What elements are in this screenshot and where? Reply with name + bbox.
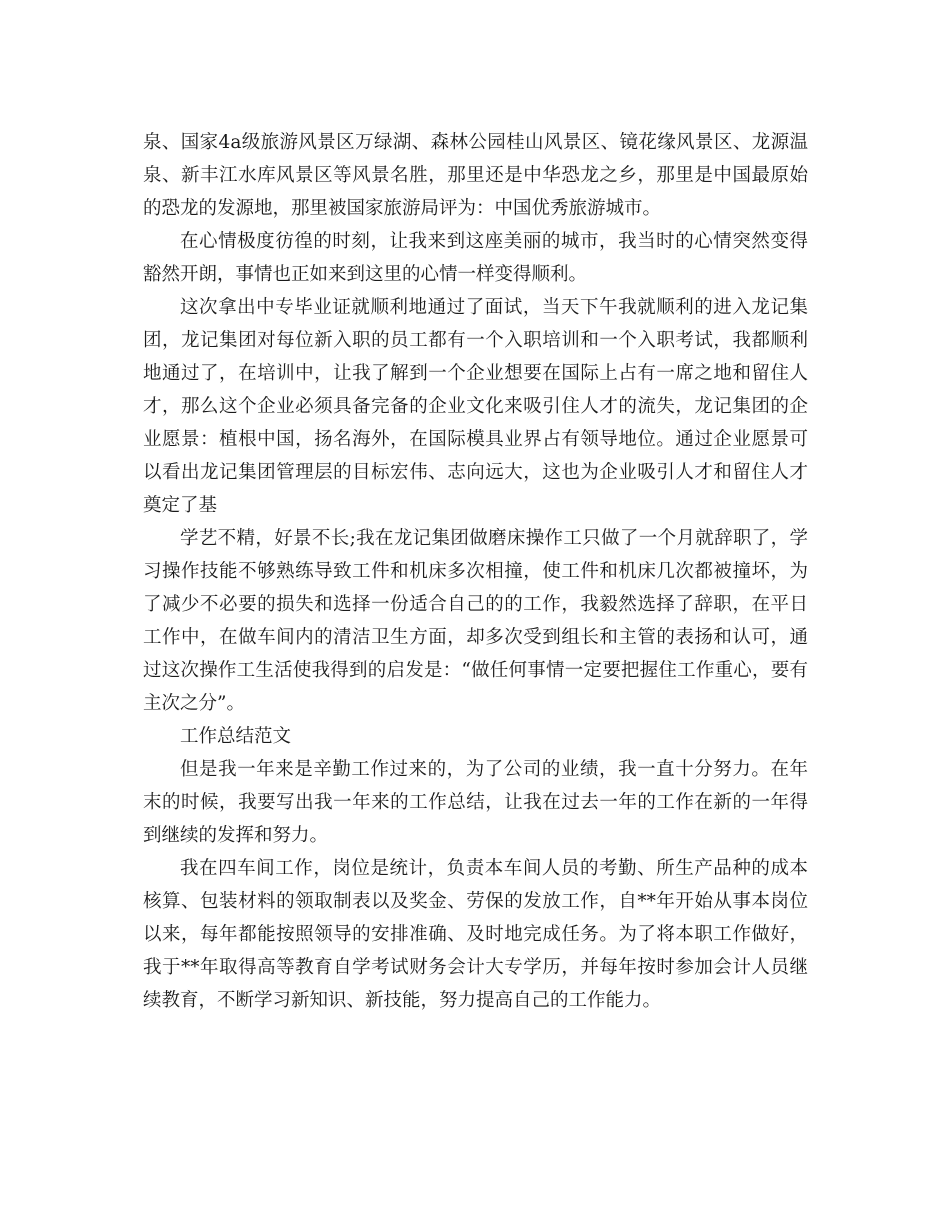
paragraph-3: 这次拿出中专毕业证就顺利地通过了面试，当天下午我就顺利的进入龙记集团，龙记集团对每位新入职的员工都有一个入职培训和一个入职考试，我都顺利地通过了，在培训中，让我了解到一个企业想要在国际上占有一席之地和留住人才，那么这个企业必须具备完备的企业文化来吸引住人才的流失，龙记集团的企业愿景：植根中国，扬名海外，在国际模具业界占有领导地位。通过企业愿景可以看出龙记集团管理层的目标宏伟、志向远大，这也为企业吸引人才和留住人才奠定了基 [143, 297, 808, 516]
document-body [143, 126, 808, 1017]
paragraph-2: 在心情极度彷徨的时刻，让我来到这座美丽的城市，我当时的心情突然变得豁然开朗，事情也正如来到这里的心情一样变得顺利。 [143, 231, 808, 285]
section-heading: 工作总结范文 [180, 726, 292, 747]
paragraph-4: 学艺不精，好景不长;我在龙记集团做磨床操作工只做了一个月就辞职了，学习操作技能不够熟练导致工件和机床多次相撞，使工件和机床几次都被撞坏，为了减少不必要的损失和选择一份适合自己的的工作，我毅然选择了辞职，在平日工作中，在做车间内的清洁卫生方面，却多次受到组长和主管的表扬和认可，通过这次操作工生活使我得到的启发是：“做任何事情一定要把握住工作重心，要有主次之分”。 [143, 528, 808, 714]
paragraph-1: 泉、国家4a级旅游风景区万绿湖、森林公园桂山风景区、镜花缘风景区、龙源温泉、新丰江水库风景区等风景名胜，那里还是中华恐龙之乡，那里是中国最原始的恐龙的发源地，那里被国家旅游局评为：中国优秀旅游城市。 [143, 132, 808, 219]
paragraph-6: 我在四车间工作，岗位是统计，负责本车间人员的考勤、所生产品种的成本核算、包装材料的领取制表以及奖金、劳保的发放工作，自**年开始从事本岗位以来，每年都能按照领导的安排准确、及时地完成任务。为了将本职工作做好，我于**年取得高等教育自学考试财务会计大专学历，并每年按时参加会计人员继续教育，不断学习新知识、新技能，努力提高自己的工作能力。 [143, 858, 808, 1011]
paragraph-5: 但是我一年来是辛勤工作过来的，为了公司的业绩，我一直十分努力。在年末的时候，我要写出我一年来的工作总结，让我在过去一年的工作在新的一年得到继续的发挥和努力。 [143, 759, 808, 846]
